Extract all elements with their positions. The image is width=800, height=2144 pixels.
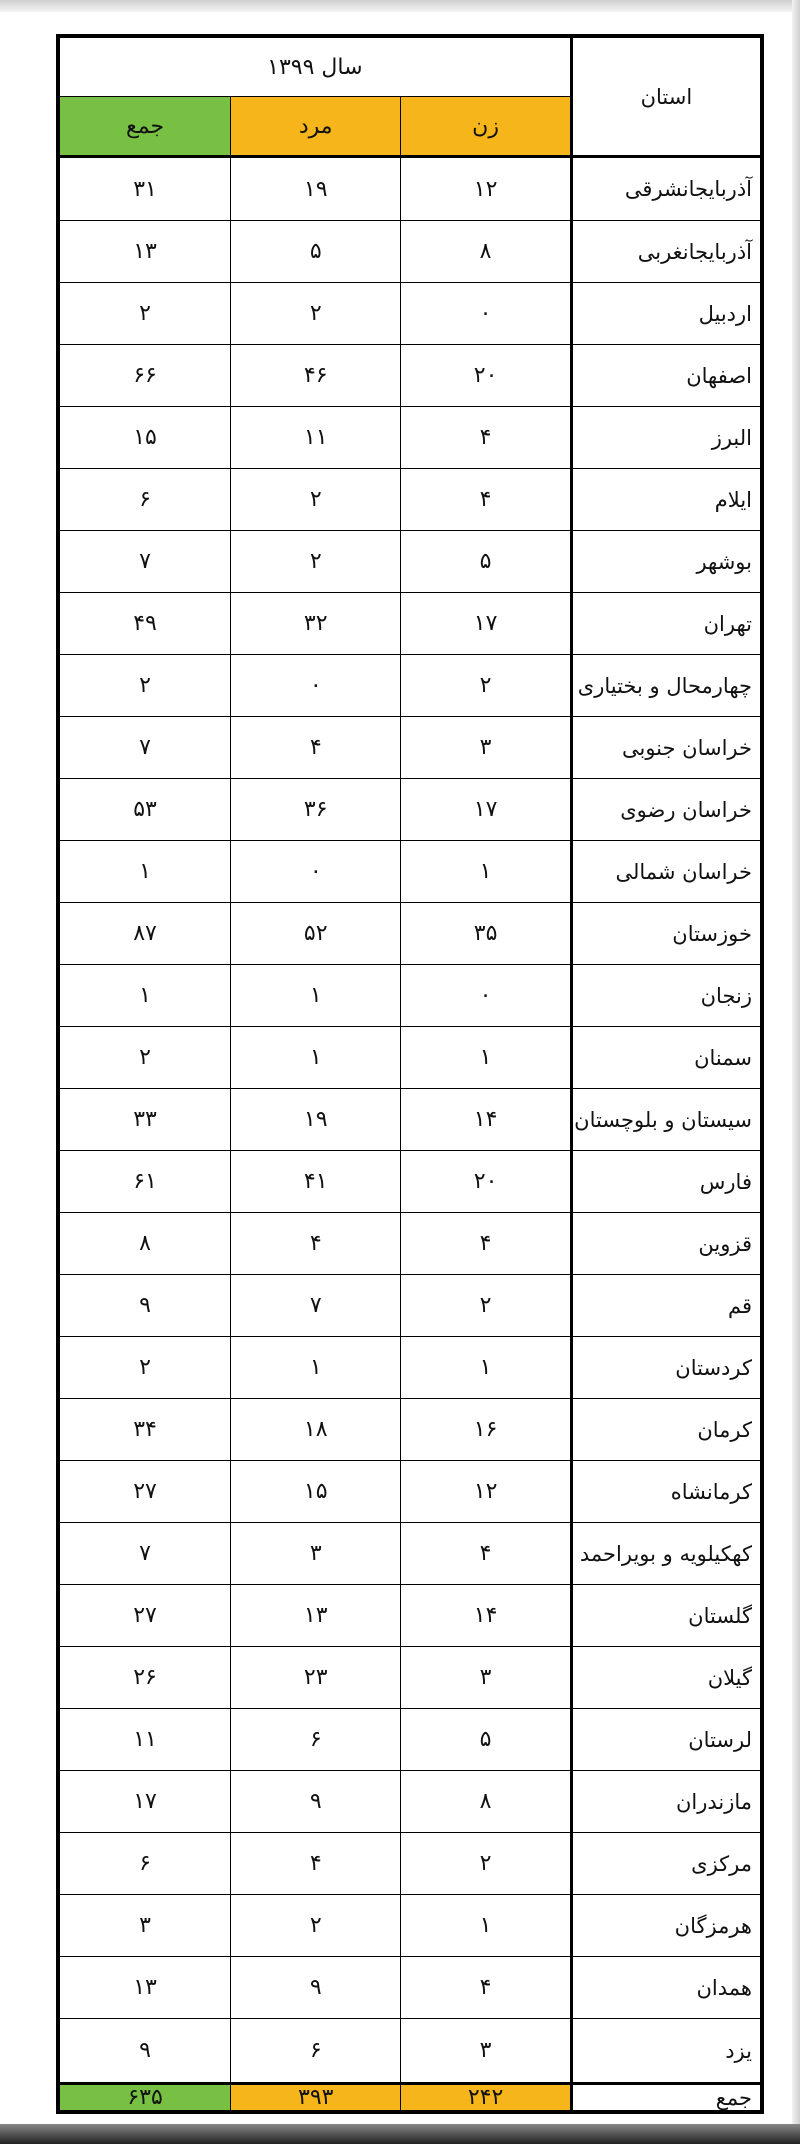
men-cell: ۴ [231,717,401,779]
table-row [60,779,761,841]
province-cell: اصفهان [571,345,760,407]
window-right-edge [792,0,800,2144]
window-bottom-edge [0,2124,800,2144]
women-cell: ۱۷ [401,779,571,841]
province-cell: مرکزی [571,1833,760,1895]
women-cell: ۱۶ [401,1399,571,1461]
table-row [60,1523,761,1585]
men-cell: ۵۲ [231,903,401,965]
total-cell: ۹ [60,2019,231,2084]
province-cell: کردستان [571,1337,760,1399]
men-cell: ۶ [231,2019,401,2084]
total-men-cell: ۳۹۳ [231,2084,401,2111]
total-cell: ۲ [60,1027,231,1089]
province-cell: خراسان رضوی [571,779,760,841]
table-row [60,1151,761,1213]
total-cell: ۲ [60,1337,231,1399]
province-cell: آذربایجانشرقی [571,157,760,221]
women-cell: ۴ [401,1957,571,2019]
province-cell: قم [571,1275,760,1337]
table-row [60,283,761,345]
table-row [60,1337,761,1399]
table-row [60,1833,761,1895]
women-cell: ۸ [401,221,571,283]
total-cell: ۱ [60,965,231,1027]
men-cell: ۰ [231,841,401,903]
total-cell: ۹ [60,1275,231,1337]
table-row [60,1957,761,2019]
total-cell: ۲ [60,283,231,345]
total-cell: ۶ [60,1833,231,1895]
column-header-women: زن [401,97,571,157]
men-cell: ۵ [231,221,401,283]
table-row [60,1027,761,1089]
table-row [60,531,761,593]
province-cell: قزوین [571,1213,760,1275]
women-cell: ۵ [401,531,571,593]
men-cell: ۴۱ [231,1151,401,1213]
province-cell: مازندران [571,1771,760,1833]
women-cell: ۱۴ [401,1585,571,1647]
men-cell: ۳ [231,1523,401,1585]
province-cell: فارس [571,1151,760,1213]
men-cell: ۶ [231,1709,401,1771]
men-cell: ۹ [231,1957,401,2019]
men-cell: ۱۸ [231,1399,401,1461]
table-row [60,1275,761,1337]
total-cell: ۱۳ [60,1957,231,2019]
total-cell: ۱۱ [60,1709,231,1771]
men-cell: ۲ [231,469,401,531]
women-cell: ۱ [401,1027,571,1089]
total-cell: ۳۴ [60,1399,231,1461]
total-cell: ۲ [60,655,231,717]
table-row [60,1461,761,1523]
women-cell: ۲۰ [401,345,571,407]
women-cell: ۱۴ [401,1089,571,1151]
women-cell: ۴ [401,1213,571,1275]
table-row [60,2019,761,2084]
window-top-edge [0,0,800,12]
statistics-table-sheet [56,34,764,2114]
province-cell: گلستان [571,1585,760,1647]
table-row [60,1089,761,1151]
total-cell: ۶۱ [60,1151,231,1213]
province-cell: یزد [571,2019,760,2084]
total-cell: ۲۶ [60,1647,231,1709]
province-cell: البرز [571,407,760,469]
women-cell: ۴ [401,469,571,531]
province-cell: کرمان [571,1399,760,1461]
table-row [60,1647,761,1709]
table-row [60,1399,761,1461]
table-row [60,1895,761,1957]
province-cell: هرمزگان [571,1895,760,1957]
total-cell: ۷ [60,717,231,779]
table-row [60,593,761,655]
table-row [60,221,761,283]
province-cell: لرستان [571,1709,760,1771]
table-body [60,157,761,2084]
total-total-cell: ۶۳۵ [60,2084,231,2111]
total-cell: ۸ [60,1213,231,1275]
men-cell: ۱۳ [231,1585,401,1647]
total-cell: ۱ [60,841,231,903]
women-cell: ۳۵ [401,903,571,965]
table-row [60,965,761,1027]
table-row [60,1213,761,1275]
province-cell: خراسان شمالی [571,841,760,903]
women-cell: ۲ [401,1275,571,1337]
men-cell: ۹ [231,1771,401,1833]
men-cell: ۱ [231,965,401,1027]
men-cell: ۴ [231,1213,401,1275]
women-cell: ۳ [401,1647,571,1709]
total-cell: ۵۳ [60,779,231,841]
men-cell: ۴ [231,1833,401,1895]
women-cell: ۳ [401,717,571,779]
men-cell: ۲۳ [231,1647,401,1709]
province-statistics-table [59,37,761,2111]
total-cell: ۷ [60,1523,231,1585]
table-row [60,1771,761,1833]
province-cell: کرمانشاه [571,1461,760,1523]
men-cell: ۷ [231,1275,401,1337]
total-cell: ۳۱ [60,157,231,221]
men-cell: ۴۶ [231,345,401,407]
men-cell: ۲ [231,283,401,345]
women-cell: ۱ [401,841,571,903]
men-cell: ۱۱ [231,407,401,469]
total-cell: ۱۳ [60,221,231,283]
column-header-men: مرد [231,97,401,157]
men-cell: ۳۲ [231,593,401,655]
women-cell: ۴ [401,1523,571,1585]
women-cell: ۱۲ [401,157,571,221]
total-cell: ۴۹ [60,593,231,655]
total-cell: ۸۷ [60,903,231,965]
women-cell: ۰ [401,965,571,1027]
women-cell: ۲ [401,1833,571,1895]
women-cell: ۳ [401,2019,571,2084]
province-cell: خوزستان [571,903,760,965]
table-row [60,157,761,221]
table-row [60,345,761,407]
total-cell: ۶۶ [60,345,231,407]
province-cell: آذربایجانغربی [571,221,760,283]
women-cell: ۲ [401,655,571,717]
province-cell: گیلان [571,1647,760,1709]
men-cell: ۱۹ [231,1089,401,1151]
women-cell: ۲۰ [401,1151,571,1213]
header-row-year [60,38,761,97]
total-cell: ۱۷ [60,1771,231,1833]
men-cell: ۲ [231,531,401,593]
women-cell: ۱۷ [401,593,571,655]
column-header-province: استان [571,38,760,157]
total-cell: ۳۳ [60,1089,231,1151]
table-row [60,841,761,903]
total-row [60,2084,761,2111]
province-cell: اردبیل [571,283,760,345]
province-cell: خراسان جنوبی [571,717,760,779]
total-cell: ۷ [60,531,231,593]
year-header: سال ۱۳۹۹ [60,38,572,97]
men-cell: ۱۹ [231,157,401,221]
province-cell: سیستان و بلوچستان [571,1089,760,1151]
women-cell: ۸ [401,1771,571,1833]
table-row [60,655,761,717]
table-row [60,1709,761,1771]
province-cell: همدان [571,1957,760,2019]
men-cell: ۱۵ [231,1461,401,1523]
total-cell: ۶ [60,469,231,531]
table-row [60,469,761,531]
women-cell: ۰ [401,283,571,345]
table-row [60,903,761,965]
province-cell: بوشهر [571,531,760,593]
province-cell: چهارمحال و بختیاری [571,655,760,717]
total-cell: ۳ [60,1895,231,1957]
women-cell: ۱۲ [401,1461,571,1523]
total-cell: ۱۵ [60,407,231,469]
province-cell: زنجان [571,965,760,1027]
women-cell: ۱ [401,1895,571,1957]
men-cell: ۲ [231,1895,401,1957]
men-cell: ۱ [231,1027,401,1089]
men-cell: ۰ [231,655,401,717]
women-cell: ۵ [401,1709,571,1771]
province-cell: تهران [571,593,760,655]
total-cell: ۲۷ [60,1585,231,1647]
column-header-total: جمع [60,97,231,157]
table-row [60,407,761,469]
women-cell: ۱ [401,1337,571,1399]
table-row [60,717,761,779]
province-cell: کهکیلویه و بویراحمد [571,1523,760,1585]
men-cell: ۳۶ [231,779,401,841]
men-cell: ۱ [231,1337,401,1399]
total-row-label: جمع [571,2084,760,2111]
province-cell: ایلام [571,469,760,531]
total-women-cell: ۲۴۲ [401,2084,571,2111]
table-row [60,1585,761,1647]
province-cell: سمنان [571,1027,760,1089]
women-cell: ۴ [401,407,571,469]
total-cell: ۲۷ [60,1461,231,1523]
